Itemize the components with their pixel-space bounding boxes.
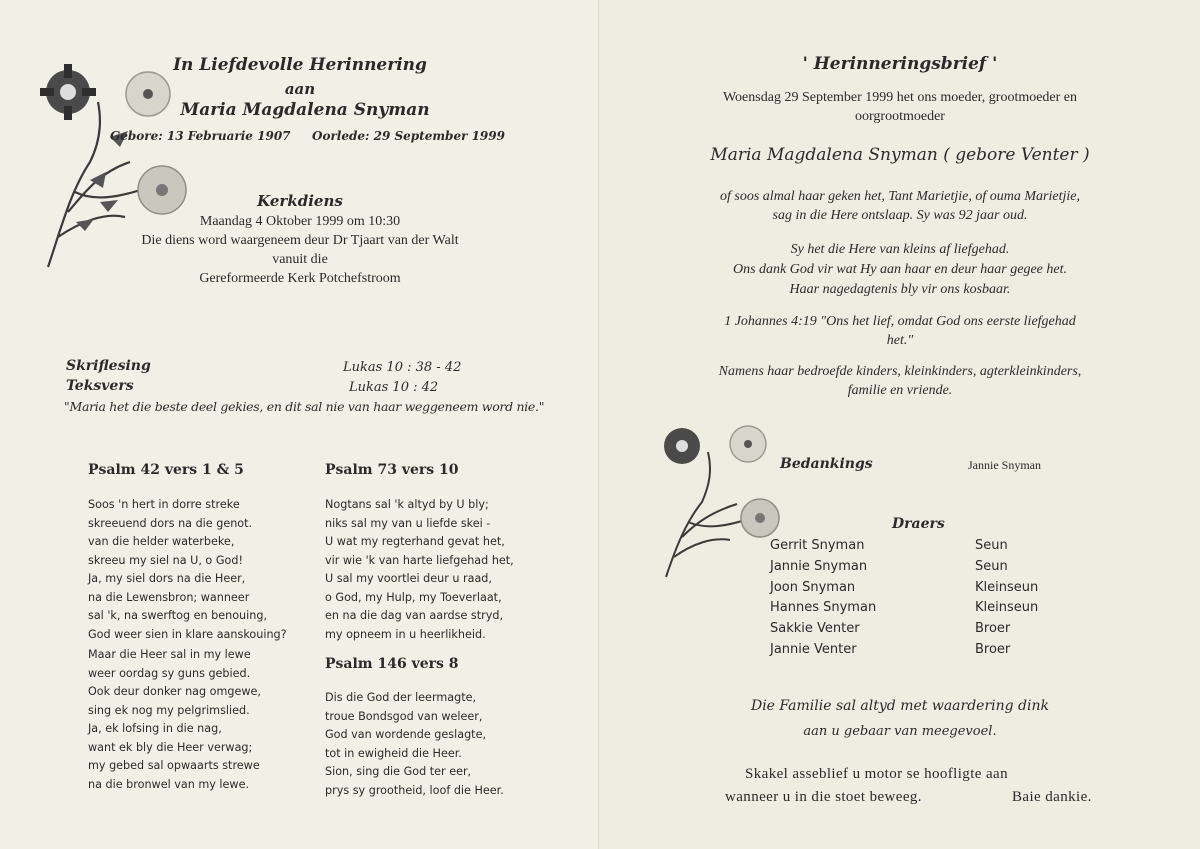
bearer-name: Hannes Snyman [770, 600, 877, 615]
text-reference: Lukas 10 : 42 [349, 380, 439, 395]
service-from: vanuit die [272, 252, 328, 267]
letter-p4-line1: Namens haar bedroefde kinders, kleinkinders, agterkleinkinders, [718, 364, 1082, 379]
bearer-relation: Kleinseun [975, 600, 1039, 615]
verse-line1: 1 Johannes 4:19 "Ons het lief, omdat God ons eerste liefgehad [724, 314, 1076, 329]
bearer-name: Jannie Venter [770, 642, 857, 657]
service-heading: Kerkdiens [257, 192, 343, 210]
psalm-146-title: Psalm 146 vers 8 [325, 656, 459, 672]
bearer-name: Joon Snyman [770, 580, 856, 595]
reading-reference: Lukas 10 : 38 - 42 [343, 360, 462, 375]
text-label: Teksvers [66, 378, 134, 394]
psalm-146-verse: Dis die God der leermagte, troue Bondsgod van weleer, God van wordende geslagte, tot in ewigheid die Heer. Sion, sing die God ter eer, prys sy grootheid, loof die Heer. [325, 691, 504, 797]
psalm-42-title: Psalm 42 vers 1 & 5 [88, 462, 244, 478]
bearer-relation: Broer [975, 642, 1011, 657]
note-thanks: Baie dankie. [1012, 789, 1092, 805]
letter-heading: ' Herinneringsbrief ' [802, 54, 998, 74]
letter-p3-line2: Ons dank God vir wat Hy aan haar en deur haar gegee het. [732, 262, 1067, 277]
letter-p4-line2: familie en vriende. [847, 383, 953, 398]
memorial-title-line1: In Liefdevolle Herinnering [173, 55, 427, 75]
psalm-42-verse-1: Soos 'n hert in dorre streke skreeuend dors na die genot. van die helder waterbeke, skreeu my siel na U, o God! Ja, my siel dors na die Heer, na die Lewensbron; wanneer sal 'k, na swerftog en benouing, God weer sien in klare aanskouing? [88, 498, 287, 641]
service-officiant: Die diens word waargeneem deur Dr Tjaart van der Walt [141, 233, 459, 248]
bearer-name: Jannie Snyman [770, 559, 868, 574]
thanks-label: Bedankings [780, 456, 873, 472]
service-date: Maandag 4 Oktober 1999 om 10:30 [199, 214, 401, 229]
thanks-name: Jannie Snyman [968, 458, 1041, 472]
psalm-73-title: Psalm 73 vers 10 [325, 462, 459, 478]
bearers-heading: Draers [892, 516, 945, 532]
deceased-name: Maria Magdalena Snyman [180, 100, 430, 120]
reading-label: Skriflesing [66, 358, 151, 374]
verse-line2: het." [886, 333, 914, 348]
memorial-title-line2: aan [284, 80, 316, 98]
bearer-name: Gerrit Snyman [770, 538, 865, 553]
headlights-note-line1: Skakel asseblief u motor se hoofligte aan [745, 766, 1008, 782]
letter-p2-line2: sag in die Here ontslaap. Sy was 92 jaar oud. [772, 208, 1028, 223]
letter-p1-line2: oorgrootmoeder [855, 109, 945, 124]
psalm-42-verse-5: Maar die Heer sal in my lewe weer oordag sy guns gebied. Ook deur donker nag omgewe, sing ek nog my pelgrimslied. Ja, ek lofsing in die nag, want ek bly die Heer verwag; my gebed sal opwaarts strewe na die bronwel van my lewe. [88, 648, 261, 791]
deceased-full-name: Maria Magdalena Snyman ( gebore Venter ) [710, 145, 1090, 165]
psalm-73-verse: Nogtans sal 'k altyd by U bly; niks sal my van u liefde skei - U wat my regterhand gevat het, vir wie 'k van harte liefgehad het, U sal my voortlei deur u raad, o God, my Hulp, my Toeverlaat, en na die dag van aardse stryd, my opneem in u heerlikheid. [325, 498, 514, 641]
flower-icon [652, 422, 792, 582]
bearer-relation: Seun [975, 538, 1008, 553]
letter-p3-line3: Haar nagedagtenis bly vir ons kosbaar. [789, 282, 1011, 297]
bearer-name: Sakkie Venter [770, 621, 860, 636]
bearer-relation: Broer [975, 621, 1011, 636]
headlights-note-line2: wanneer u in die stoet beweeg. [725, 789, 922, 805]
bearer-relation: Seun [975, 559, 1008, 574]
text-quote: "Maria het die beste deel gekies, en dit sal nie van haar weggeneem word nie." [64, 399, 545, 414]
right-page [600, 0, 1200, 849]
closing-line1: Die Familie sal altyd met waardering dink [750, 698, 1049, 714]
birth-date: Gebore: 13 Februarie 1907 [110, 129, 291, 143]
service-church: Gereformeerde Kerk Potchefstroom [199, 271, 401, 286]
death-date: Oorlede: 29 September 1999 [312, 129, 505, 143]
letter-p2-line1: of soos almal haar geken het, Tant Marietjie, of ouma Marietjie, [720, 189, 1080, 204]
letter-p1-line1: Woensdag 29 September 1999 het ons moeder, grootmoeder en [722, 90, 1078, 105]
bearer-relation: Kleinseun [975, 580, 1039, 595]
letter-p3-line1: Sy het die Here van kleins af liefgehad. [790, 242, 1010, 257]
closing-line2: aan u gebaar van meegevoel. [803, 724, 997, 739]
